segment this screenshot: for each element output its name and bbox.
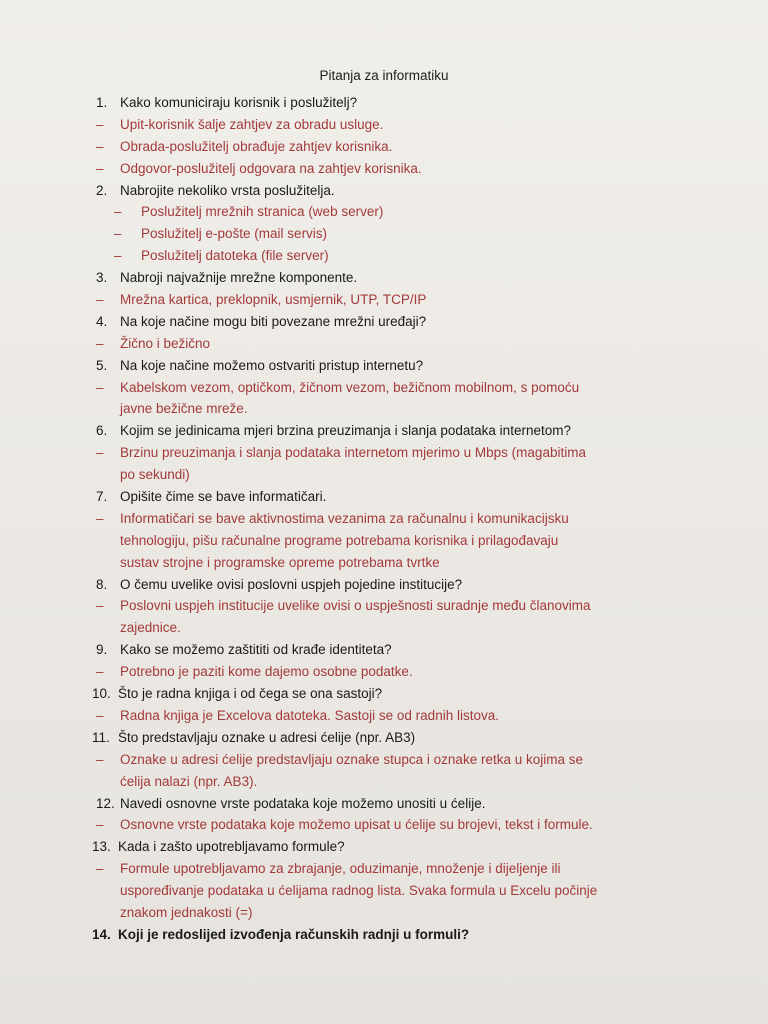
question-line [92, 486, 692, 508]
answer-text: Kabelskom vezom, optičkom, žičnom vezom, bežičnom mobilnom, s pomoću [120, 379, 580, 395]
answer-text: Odgovor-poslužitelj odgovara na zahtjev korisnika. [120, 160, 422, 176]
dash-bullet: – [96, 379, 104, 395]
question-number: 6. [96, 423, 108, 439]
dash-bullet: – [96, 138, 104, 154]
question-line [92, 420, 692, 442]
answer-line [92, 814, 692, 836]
answer-line [92, 201, 692, 223]
answer-line [92, 595, 692, 617]
question-text: Opišite čime se bave informatičari. [120, 489, 327, 505]
answer-text: Brzinu preuzimanja i slanja podataka internetom mjerimo u Mbps (magabitima [120, 445, 586, 461]
question-text: Kako komuniciraju korisnik i poslužitelj? [120, 95, 358, 110]
question-text: Kojim se jedinicama mjeri brzina preuzimanja i slanja podataka internetom? [120, 423, 571, 439]
question-text: Što je radna knjiga i od čega se ona sastoji? [118, 686, 383, 702]
dash-bullet: – [96, 292, 104, 308]
answer-text: Informatičari se bave aktivnostima vezanima za računalnu i komunikacijsku [120, 510, 569, 526]
question-line [92, 924, 692, 946]
question-text: Navedi osnovne vrste podataka koje možemo unositi u ćelije. [120, 795, 486, 811]
question-line [92, 836, 692, 858]
answer-line [92, 289, 692, 311]
dash-bullet: – [96, 664, 104, 680]
answer-text: Poslovni uspjeh institucije uvelike ovisi o uspješnosti suradnje među članovima [120, 598, 591, 614]
answer-line [92, 223, 692, 245]
dash-bullet: – [96, 751, 104, 767]
dash-bullet: – [96, 445, 104, 461]
answer-continuation-line [92, 880, 692, 902]
answer-text: Oznake u adresi ćelije predstavljaju oznake stupca i oznake retka u kojima se [120, 751, 583, 767]
question-list [92, 92, 692, 946]
answer-line [92, 333, 692, 355]
dash-bullet: – [96, 707, 104, 723]
answer-text: Poslužitelj e-pošte (mail servis) [141, 226, 328, 242]
question-text: Koji je redoslijed izvođenja računskih radnji u formuli? [118, 926, 470, 942]
answer-text: ćelija nalazi (npr. AB3). [120, 773, 258, 789]
answer-text: Poslužitelj mrežnih stranica (web server) [141, 204, 384, 220]
answer-text: zajednice. [120, 620, 181, 636]
question-number: 9. [96, 642, 108, 658]
dash-bullet: – [96, 510, 104, 526]
question-number: 7. [96, 489, 108, 505]
question-line [92, 92, 692, 114]
answer-line [92, 705, 692, 727]
question-text: Kako se možemo zaštititi od krađe identiteta? [120, 642, 392, 658]
question-line [92, 574, 692, 596]
answer-continuation-line [92, 530, 692, 552]
question-text: Što predstavljaju oznake u adresi ćelije (npr. AB3) [118, 729, 416, 745]
question-text: Na koje načine mogu biti povezane mrežni uređaji? [120, 313, 427, 329]
answer-continuation-line [92, 902, 692, 924]
question-number: 4. [96, 313, 108, 329]
answer-text: Mrežna kartica, preklopnik, usmjernik, UTP, TCP/IP [120, 292, 427, 308]
dash-bullet: – [96, 598, 104, 614]
answer-line [92, 749, 692, 771]
answer-text: uspoređivanje podataka u ćelijama radnog lista. Svaka formula u Excelu počinje [120, 883, 598, 899]
dash-bullet: – [96, 335, 104, 351]
answer-line [92, 377, 692, 399]
dash-bullet: – [96, 160, 104, 176]
answer-text: Radna knjiga je Excelova datoteka. Sastoji se od radnih listova. [120, 707, 499, 723]
answer-continuation-line [92, 552, 692, 574]
question-number: 3. [96, 270, 108, 286]
dash-bullet: – [114, 226, 122, 242]
answer-text: Potrebno je paziti kome dajemo osobne podatke. [120, 664, 413, 680]
answer-text: Obrada-poslužitelj obrađuje zahtjev korisnika. [120, 138, 393, 154]
answer-text: Osnovne vrste podataka koje možemo upisat u ćelije su brojevi, tekst i formule. [120, 817, 593, 833]
question-text: O čemu uvelike ovisi poslovni uspjeh pojedine institucije? [120, 576, 463, 592]
answer-continuation-line [92, 771, 692, 793]
answer-text: sustav strojne i programske opreme potrebama tvrtke [120, 554, 440, 570]
question-line [92, 180, 692, 202]
answer-line [92, 136, 692, 158]
dash-bullet: – [114, 248, 122, 264]
question-number: 12. [96, 795, 115, 811]
question-text: Kada i zašto upotrebljavamo formule? [118, 839, 345, 855]
dash-bullet: – [96, 116, 104, 132]
question-line [92, 267, 692, 289]
answer-continuation-line [92, 398, 692, 420]
question-number: 11. [92, 729, 110, 745]
question-line [92, 727, 692, 749]
question-line [92, 793, 692, 815]
question-text: Nabrojite nekoliko vrsta poslužitelja. [120, 182, 335, 198]
question-text: Nabroji najvažnije mrežne komponente. [120, 270, 358, 286]
answer-line [92, 114, 692, 136]
answer-line [92, 661, 692, 683]
answer-text: po sekundi) [120, 467, 190, 483]
answer-text: Formule upotrebljavamo za zbrajanje, oduzimanje, množenje i dijeljenje ili [120, 861, 561, 877]
question-line [92, 639, 692, 661]
answer-line [92, 858, 692, 880]
question-number: 2. [96, 182, 108, 198]
question-number: 13. [92, 839, 111, 855]
question-number: 8. [96, 576, 108, 592]
answer-text: Poslužitelj datoteka (file server) [141, 248, 329, 264]
page-title: Pitanja za informatiku [319, 68, 449, 83]
question-number: 5. [96, 357, 108, 373]
dash-bullet: – [114, 204, 122, 220]
dash-bullet: – [96, 817, 104, 833]
answer-continuation-line [92, 464, 692, 486]
answer-line [92, 158, 692, 180]
answer-line [92, 442, 692, 464]
question-line [92, 355, 692, 377]
question-number: 10. [92, 686, 111, 702]
answer-line [92, 508, 692, 530]
answer-text: Žično i bežično [120, 335, 211, 351]
answer-text: znakom jednakosti (=) [120, 904, 253, 920]
answer-text: Upit-korisnik šalje zahtjev za obradu usluge. [120, 116, 384, 132]
question-number: 14. [92, 926, 111, 942]
answer-line [92, 245, 692, 267]
answer-text: javne bežične mreže. [120, 401, 248, 417]
question-text: Na koje načine možemo ostvariti pristup internetu? [120, 357, 424, 373]
question-number: 1. [96, 95, 108, 110]
question-line [92, 683, 692, 705]
question-line [92, 311, 692, 333]
answer-text: tehnologiju, pišu računalne programe potrebama korisnika i prilagođavaju [120, 532, 559, 548]
answer-continuation-line [92, 617, 692, 639]
dash-bullet: – [96, 861, 104, 877]
